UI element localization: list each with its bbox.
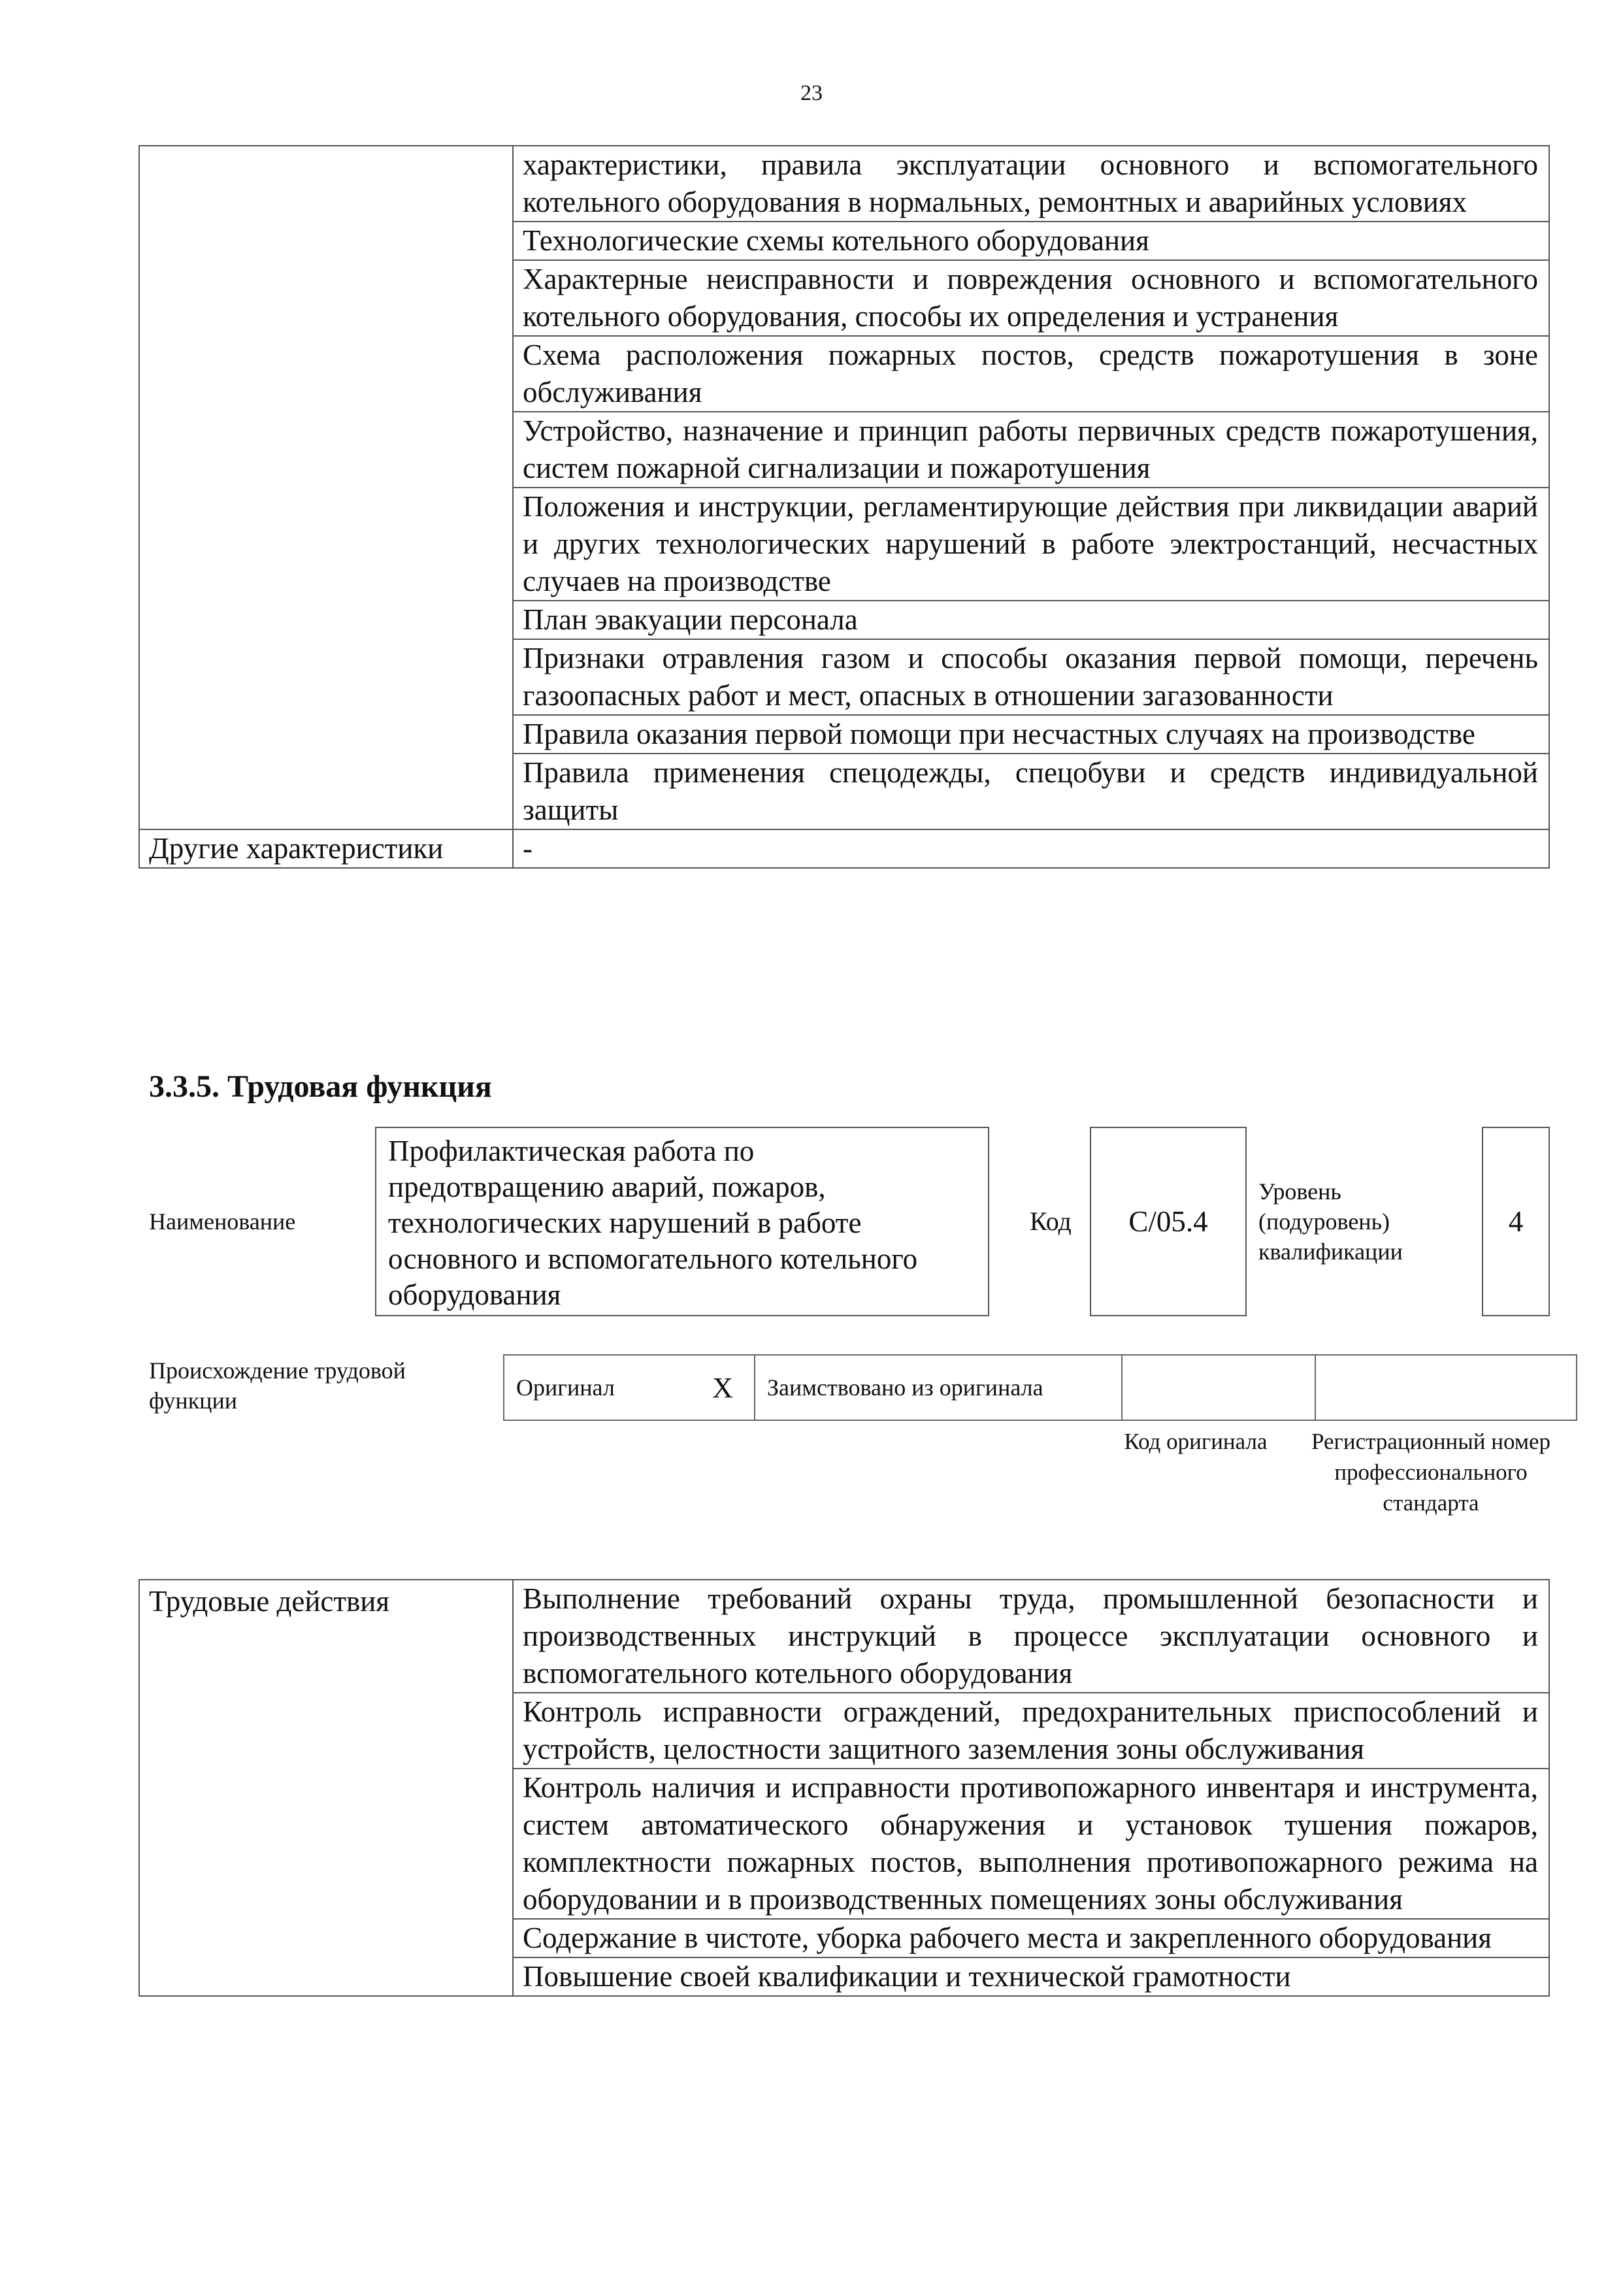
table-row: Правила применения спецодежды, спецобуви и средств индивидуальной защиты xyxy=(513,754,1549,829)
table-row: Контроль наличия и исправности противопожарного инвентаря и инструмента, систем автоматического обнаружения и установок тушения пожаров, комплектности пожарных постов, выполнения противопожарного режима на оборудовании и в производственных помещениях зоны обслуживания xyxy=(513,1769,1549,1919)
registration-number-cell xyxy=(1315,1355,1577,1420)
table-cell-empty xyxy=(139,336,513,412)
origin-label: Происхождение трудовой функции xyxy=(149,1357,406,1414)
other-characteristics-value: - xyxy=(513,829,1549,868)
table-row: характеристики, правила эксплуатации основного и вспомогательного котельного оборудования в нормальных, ремонтных и аварийных условиях xyxy=(513,146,1549,222)
code-value-box: C/05.4 xyxy=(1090,1127,1247,1316)
table-cell-empty xyxy=(139,488,513,601)
code-label: Код xyxy=(1030,1206,1072,1236)
level-label: Уровень (подуровень) квалификации xyxy=(1258,1178,1403,1265)
table-cell-empty xyxy=(139,715,513,754)
table-cell-empty xyxy=(139,412,513,488)
function-name-box: Профилактическая работа по предотвращению аварий, пожаров, технологических нарушений в работе основного и вспомогательного котельного оборудования xyxy=(375,1127,989,1316)
table-cell-empty xyxy=(139,754,513,829)
labor-actions-label: Трудовые действия xyxy=(139,1580,513,1996)
table-cell-empty xyxy=(139,639,513,715)
knowledge-table xyxy=(139,145,1550,869)
table-row: Выполнение требований охраны труда, промышленной безопасности и производственных инструкций в процессе эксплуатации основного и вспомогательного котельного оборудования xyxy=(513,1580,1549,1693)
original-code-cell xyxy=(1122,1355,1315,1420)
table-cell-empty xyxy=(139,222,513,260)
other-characteristics-label: Другие характеристики xyxy=(139,829,513,868)
name-label: Наименование xyxy=(149,1208,296,1235)
section-title: 3.3.5. Трудовая функция xyxy=(149,1069,492,1104)
origin-table xyxy=(503,1354,1577,1421)
code-caption: Код оригинала xyxy=(1124,1429,1268,1454)
registration-caption: Регистрационный номер профессионального стандарта xyxy=(1311,1429,1551,1516)
table-cell-empty xyxy=(139,601,513,639)
original-label: Оригинал xyxy=(504,1355,691,1420)
table-row: Положения и инструкции, регламентирующие действия при ликвидации аварий и других технологических нарушений в работе электростанций, несчастных случаев на производстве xyxy=(513,488,1549,601)
table-cell-empty xyxy=(139,146,513,222)
table-row: Технологические схемы котельного оборудования xyxy=(513,222,1549,260)
table-row: Схема расположения пожарных постов, средств пожаротушения в зоне обслуживания xyxy=(513,336,1549,412)
table-row: Содержание в чистоте, уборка рабочего места и закрепленного оборудования xyxy=(513,1919,1549,1957)
table-row: Характерные неисправности и повреждения основного и вспомогательного котельного оборудования, способы их определения и устранения xyxy=(513,260,1549,336)
level-value-box: 4 xyxy=(1482,1127,1550,1316)
borrowed-label: Заимствовано из оригинала xyxy=(755,1355,1122,1420)
table-row: Контроль исправности ограждений, предохранительных приспособлений и устройств, целостности защитного заземления зоны обслуживания xyxy=(513,1693,1549,1769)
table-row: План эвакуации персонала xyxy=(513,601,1549,639)
table-row: Повышение своей квалификации и технической грамотности xyxy=(513,1957,1549,1996)
table-cell-empty xyxy=(139,260,513,336)
original-mark: X xyxy=(691,1355,755,1420)
table-row: Признаки отравления газом и способы оказания первой помощи, перечень газоопасных работ и мест, опасных в отношении загазованности xyxy=(513,639,1549,715)
labor-actions-table xyxy=(139,1579,1550,1997)
table-row: Устройство, назначение и принцип работы первичных средств пожаротушения, систем пожарной сигнализации и пожаротушения xyxy=(513,412,1549,488)
table-row: Правила оказания первой помощи при несчастных случаях на производстве xyxy=(513,715,1549,754)
page-number: 23 xyxy=(800,81,823,105)
